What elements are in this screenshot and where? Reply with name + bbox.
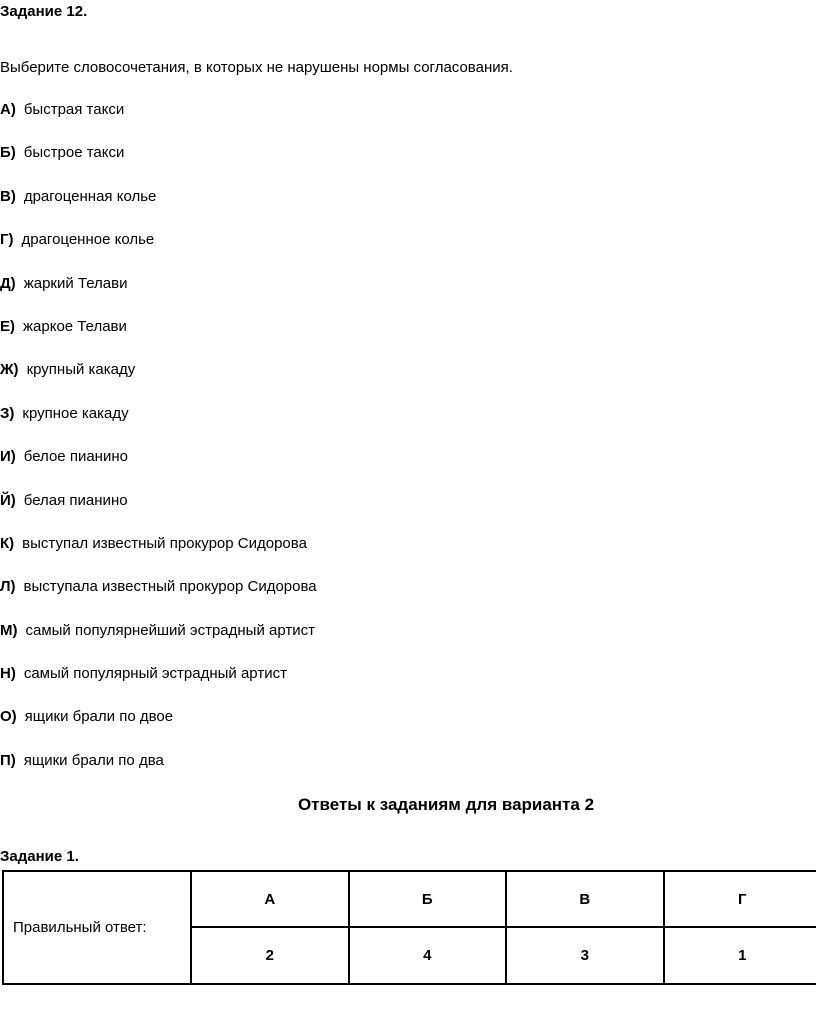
option-letter: К) [0,534,15,552]
option-item [0,405,317,448]
option-text: самый популярнейший эстрадный артист [25,621,315,639]
table-row [3,871,816,927]
option-text: самый популярный эстрадный артист [23,665,287,683]
option-item [0,101,317,144]
table-header-cell: Б [349,871,506,927]
option-text: жаркий Телави [23,274,128,292]
table-header-cell: Г [664,871,816,927]
option-text: жаркое Телави [23,317,127,335]
answer-task-title: Задание 1. [0,848,79,865]
option-text: белая пианино [23,491,128,509]
table-value-cell: 3 [506,927,663,984]
option-text: быстрая такси [23,101,125,118]
option-letter: О) [0,708,17,726]
answers-table [2,870,816,985]
task-title: Задание 12. [0,3,88,20]
table-value-cell: 1 [664,927,816,984]
option-item [0,752,317,795]
option-item [0,708,317,751]
option-text: ящики брали по двое [24,708,174,726]
options-list [0,101,317,795]
option-item [0,448,317,491]
option-letter: Д) [0,274,16,292]
table-header-cell: В [506,871,663,927]
option-text: драгоценное колье [21,231,155,249]
option-letter: П) [0,751,16,769]
option-letter: И) [0,448,16,466]
option-text: крупный какаду [26,361,136,379]
option-text: ящики брали по два [23,751,164,769]
option-letter: Л) [0,578,16,596]
option-letter: Н) [0,665,16,683]
option-text: крупное какаду [22,404,129,422]
option-item [0,492,317,535]
table-value-cell: 4 [349,927,506,984]
option-text: белое пианино [23,448,128,466]
option-text: выступала известный прокурор Сидорова [23,578,317,596]
option-item [0,144,317,187]
option-item [0,361,317,404]
option-text: выступал известный прокурор Сидорова [22,534,307,552]
option-letter: А) [0,101,16,118]
option-letter: Г) [0,231,14,249]
option-item [0,275,317,318]
option-letter: Б) [0,144,16,162]
option-item [0,231,317,274]
table-header-cell: А [191,871,348,927]
option-item [0,535,317,578]
answers-heading: Ответы к заданиям для варианта 2 [297,795,595,814]
option-letter: Й) [0,491,16,509]
option-item [0,622,317,665]
option-letter: В) [0,187,16,205]
option-item [0,665,317,708]
option-item [0,318,317,361]
task-instruction: Выберите словосочетания, в которых не нарушены нормы согласования. [0,59,513,76]
correct-answer-label: Правильный ответ: [3,871,191,984]
option-letter: М) [0,621,18,639]
option-item [0,188,317,231]
option-item [0,578,317,621]
option-letter: З) [0,404,15,422]
option-letter: Е) [0,317,15,335]
table-value-cell: 2 [191,927,348,984]
option-text: быстрое такси [23,144,125,162]
option-letter: Ж) [0,361,19,379]
option-text: драгоценная колье [23,187,157,205]
